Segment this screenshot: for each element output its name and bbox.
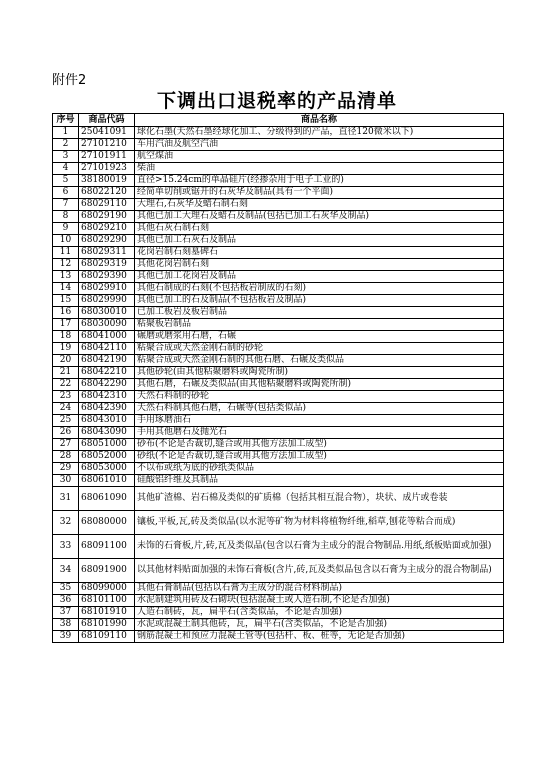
cell-seq: 6 xyxy=(53,187,79,199)
cell-name: 粘聚板岩制品 xyxy=(135,319,504,331)
cell-code: 68042210 xyxy=(79,367,135,379)
cell-name: 其他石灰石制石刻 xyxy=(135,223,504,235)
cell-seq: 25 xyxy=(53,415,79,427)
cell-seq: 3 xyxy=(53,151,79,163)
cell-seq: 18 xyxy=(53,331,79,343)
cell-seq: 14 xyxy=(53,283,79,295)
cell-code: 68099000 xyxy=(79,583,135,595)
cell-name: 以其他材料贴面加强的未饰石膏板(含片,砖,瓦及类似品包含以石膏为主成分的混合物制品) xyxy=(135,559,504,583)
table-body xyxy=(53,127,504,643)
table-row xyxy=(53,139,504,151)
cell-seq: 28 xyxy=(53,451,79,463)
cell-seq: 7 xyxy=(53,199,79,211)
table-row xyxy=(53,355,504,367)
cell-name: 手用其他磨石及抛光石 xyxy=(135,427,504,439)
cell-code: 68029390 xyxy=(79,271,135,283)
cell-code: 68029319 xyxy=(79,259,135,271)
product-table xyxy=(52,113,504,643)
cell-code: 68042110 xyxy=(79,343,135,355)
cell-name: 其他已加工大理石及蜡石及制品(包括已加工石灰华及制品) xyxy=(135,211,504,223)
table-row xyxy=(53,583,504,595)
table-row xyxy=(53,235,504,247)
cell-name: 其他已加工花岗岩及制品 xyxy=(135,271,504,283)
cell-seq: 24 xyxy=(53,403,79,415)
table-row xyxy=(53,331,504,343)
header-name: 商品名称 xyxy=(135,114,504,127)
cell-name: 柴油 xyxy=(135,163,504,175)
cell-name: 水泥或混凝土制其他砖，瓦，扁平石(含类似品，不论是否加强) xyxy=(135,619,504,631)
cell-name: 其他石制成的石刻(不包括板岩制成的石刻) xyxy=(135,283,504,295)
cell-name: 其他石磨，石碾及类似品(由其他粘聚磨料或陶瓷所制) xyxy=(135,379,504,391)
cell-code: 68043090 xyxy=(79,427,135,439)
cell-code: 68042190 xyxy=(79,355,135,367)
cell-seq: 26 xyxy=(53,427,79,439)
table-row xyxy=(53,343,504,355)
page-title: 下调出口退税率的产品清单 xyxy=(156,90,397,112)
table-row xyxy=(53,619,504,631)
cell-seq: 19 xyxy=(53,343,79,355)
cell-code: 68091100 xyxy=(79,535,135,559)
cell-seq: 32 xyxy=(53,511,79,535)
cell-seq: 5 xyxy=(53,175,79,187)
table-row xyxy=(53,187,504,199)
table-row xyxy=(53,535,504,559)
cell-seq: 29 xyxy=(53,463,79,475)
table-row xyxy=(53,559,504,583)
cell-code: 38180019 xyxy=(79,175,135,187)
cell-code: 68101910 xyxy=(79,607,135,619)
cell-seq: 16 xyxy=(53,307,79,319)
cell-seq: 1 xyxy=(53,127,79,139)
table-header-row xyxy=(53,114,504,127)
table-row xyxy=(53,211,504,223)
table-row xyxy=(53,463,504,475)
cell-name: 粘聚合成或天然金刚石制的其他石磨、石碾及类似品 xyxy=(135,355,504,367)
cell-seq: 15 xyxy=(53,295,79,307)
table-row xyxy=(53,151,504,163)
table-row xyxy=(53,631,504,643)
cell-code: 68029190 xyxy=(79,211,135,223)
cell-name: 砂布(不论是否裁切,缝合或用其他方法加工成型) xyxy=(135,439,504,451)
cell-code: 68030090 xyxy=(79,319,135,331)
table-row xyxy=(53,223,504,235)
table-row xyxy=(53,271,504,283)
cell-name: 人造石制砖，瓦，扁平石(含类似品，不论是否加强) xyxy=(135,607,504,619)
cell-seq: 23 xyxy=(53,391,79,403)
header-code: 商品代码 xyxy=(79,114,135,127)
cell-code: 25041091 xyxy=(79,127,135,139)
cell-code: 68042390 xyxy=(79,403,135,415)
table-row xyxy=(53,199,504,211)
cell-seq: 13 xyxy=(53,271,79,283)
cell-code: 68051000 xyxy=(79,439,135,451)
cell-name: 手用琢磨油石 xyxy=(135,415,504,427)
cell-name: 其他砂轮(由其他粘聚磨料或陶瓷所制) xyxy=(135,367,504,379)
cell-seq: 27 xyxy=(53,439,79,451)
cell-name: 天然石料制其他石磨，石碾等(包括类似品) xyxy=(135,403,504,415)
cell-seq: 31 xyxy=(53,487,79,511)
table-row xyxy=(53,595,504,607)
cell-code: 68042310 xyxy=(79,391,135,403)
table-row xyxy=(53,451,504,463)
cell-name: 直径>15.24cm的单晶硅片(经掺杂用于电子工业的) xyxy=(135,175,504,187)
cell-name: 花岗岩制石刻墓碑石 xyxy=(135,247,504,259)
cell-seq: 39 xyxy=(53,631,79,643)
cell-name: 水泥制建筑用砖及石砌块(包括混凝土或人造石制,不论是否加强) xyxy=(135,595,504,607)
cell-seq: 2 xyxy=(53,139,79,151)
table-row xyxy=(53,511,504,535)
cell-code: 68029110 xyxy=(79,199,135,211)
table-row xyxy=(53,163,504,175)
cell-code: 68101990 xyxy=(79,619,135,631)
cell-code: 27101911 xyxy=(79,151,135,163)
table-row xyxy=(53,403,504,415)
cell-code: 68029910 xyxy=(79,283,135,295)
table-row xyxy=(53,307,504,319)
table-row xyxy=(53,259,504,271)
cell-name: 砂纸(不论是否裁切,缝合或用其他方法加工成型) xyxy=(135,451,504,463)
cell-code: 68052000 xyxy=(79,451,135,463)
cell-seq: 33 xyxy=(53,535,79,559)
cell-seq: 30 xyxy=(53,475,79,487)
cell-code: 68061010 xyxy=(79,475,135,487)
table-row xyxy=(53,379,504,391)
cell-seq: 34 xyxy=(53,559,79,583)
cell-name: 车用汽油及航空汽油 xyxy=(135,139,504,151)
cell-name: 其他已加工的石及制品(不包括板岩及制品) xyxy=(135,295,504,307)
cell-code: 68022120 xyxy=(79,187,135,199)
cell-name: 其他已加工石灰石及制品 xyxy=(135,235,504,247)
cell-name: 未饰的石膏板,片,砖,瓦及类似品(包含以石膏为主成分的混合物制品.用纸,纸板贴面或加强) xyxy=(135,535,504,559)
table-row xyxy=(53,175,504,187)
cell-seq: 20 xyxy=(53,355,79,367)
cell-code: 68029311 xyxy=(79,247,135,259)
table-row xyxy=(53,487,504,511)
cell-seq: 17 xyxy=(53,319,79,331)
cell-name: 碾磨或磨浆用石磨，石碾 xyxy=(135,331,504,343)
cell-seq: 36 xyxy=(53,595,79,607)
cell-name: 大理石,石灰华及蜡石制石刻 xyxy=(135,199,504,211)
table-row xyxy=(53,607,504,619)
cell-code: 68091900 xyxy=(79,559,135,583)
cell-name: 其他花岗岩制石刻 xyxy=(135,259,504,271)
cell-seq: 37 xyxy=(53,607,79,619)
table-row xyxy=(53,295,504,307)
cell-seq: 9 xyxy=(53,223,79,235)
table-row xyxy=(53,415,504,427)
table-row xyxy=(53,367,504,379)
cell-code: 68029210 xyxy=(79,223,135,235)
cell-seq: 10 xyxy=(53,235,79,247)
cell-code: 68029290 xyxy=(79,235,135,247)
cell-name: 其他矿渣棉、岩石棉及类似的矿质棉（包括其相互混合物），块状、成片或卷装 xyxy=(135,487,504,511)
cell-code: 68080000 xyxy=(79,511,135,535)
table-row xyxy=(53,319,504,331)
cell-seq: 4 xyxy=(53,163,79,175)
cell-code: 68053000 xyxy=(79,463,135,475)
table-row xyxy=(53,439,504,451)
cell-code: 68029990 xyxy=(79,295,135,307)
cell-seq: 22 xyxy=(53,379,79,391)
table-row xyxy=(53,427,504,439)
cell-code: 68042290 xyxy=(79,379,135,391)
cell-seq: 21 xyxy=(53,367,79,379)
cell-code: 27101210 xyxy=(79,139,135,151)
cell-name: 球化石墨(天然石墨经球化加工、分级得到的产品，直径120微米以下) xyxy=(135,127,504,139)
table-row xyxy=(53,247,504,259)
cell-name: 镶板,平板,瓦,砖及类似品(以水泥等矿物为材料将植物纤维,稻草,刨花等粘合而成) xyxy=(135,511,504,535)
cell-name: 硅酸铝纤维及其制品 xyxy=(135,475,504,487)
table-row xyxy=(53,475,504,487)
cell-code: 68030010 xyxy=(79,307,135,319)
cell-code: 68101100 xyxy=(79,595,135,607)
cell-seq: 35 xyxy=(53,583,79,595)
cell-name: 经简单切削或锯开的石灰华及制品(具有一个平面) xyxy=(135,187,504,199)
table-row xyxy=(53,127,504,139)
cell-code: 68061090 xyxy=(79,487,135,511)
table-row xyxy=(53,391,504,403)
header-seq: 序号 xyxy=(53,114,79,127)
cell-name: 不以布或纸为底的砂纸类似品 xyxy=(135,463,504,475)
cell-name: 已加工板岩及板岩制品 xyxy=(135,307,504,319)
attachment-label: 附件2 xyxy=(52,73,87,88)
cell-seq: 38 xyxy=(53,619,79,631)
cell-seq: 8 xyxy=(53,211,79,223)
cell-code: 68043010 xyxy=(79,415,135,427)
cell-seq: 12 xyxy=(53,259,79,271)
cell-code: 27101923 xyxy=(79,163,135,175)
cell-name: 钢筋混凝土和预应力混凝土管等(包括杆、板、桩等，无论是否加强) xyxy=(135,631,504,643)
cell-name: 粘聚合成或天然金刚石制的砂轮 xyxy=(135,343,504,355)
table-row xyxy=(53,283,504,295)
cell-name: 其他石膏制品(包括以石膏为主成分的混合材料制品) xyxy=(135,583,504,595)
cell-code: 68109110 xyxy=(79,631,135,643)
cell-code: 68041000 xyxy=(79,331,135,343)
cell-name: 天然石料制的砂轮 xyxy=(135,391,504,403)
cell-name: 航空煤油 xyxy=(135,151,504,163)
cell-seq: 11 xyxy=(53,247,79,259)
